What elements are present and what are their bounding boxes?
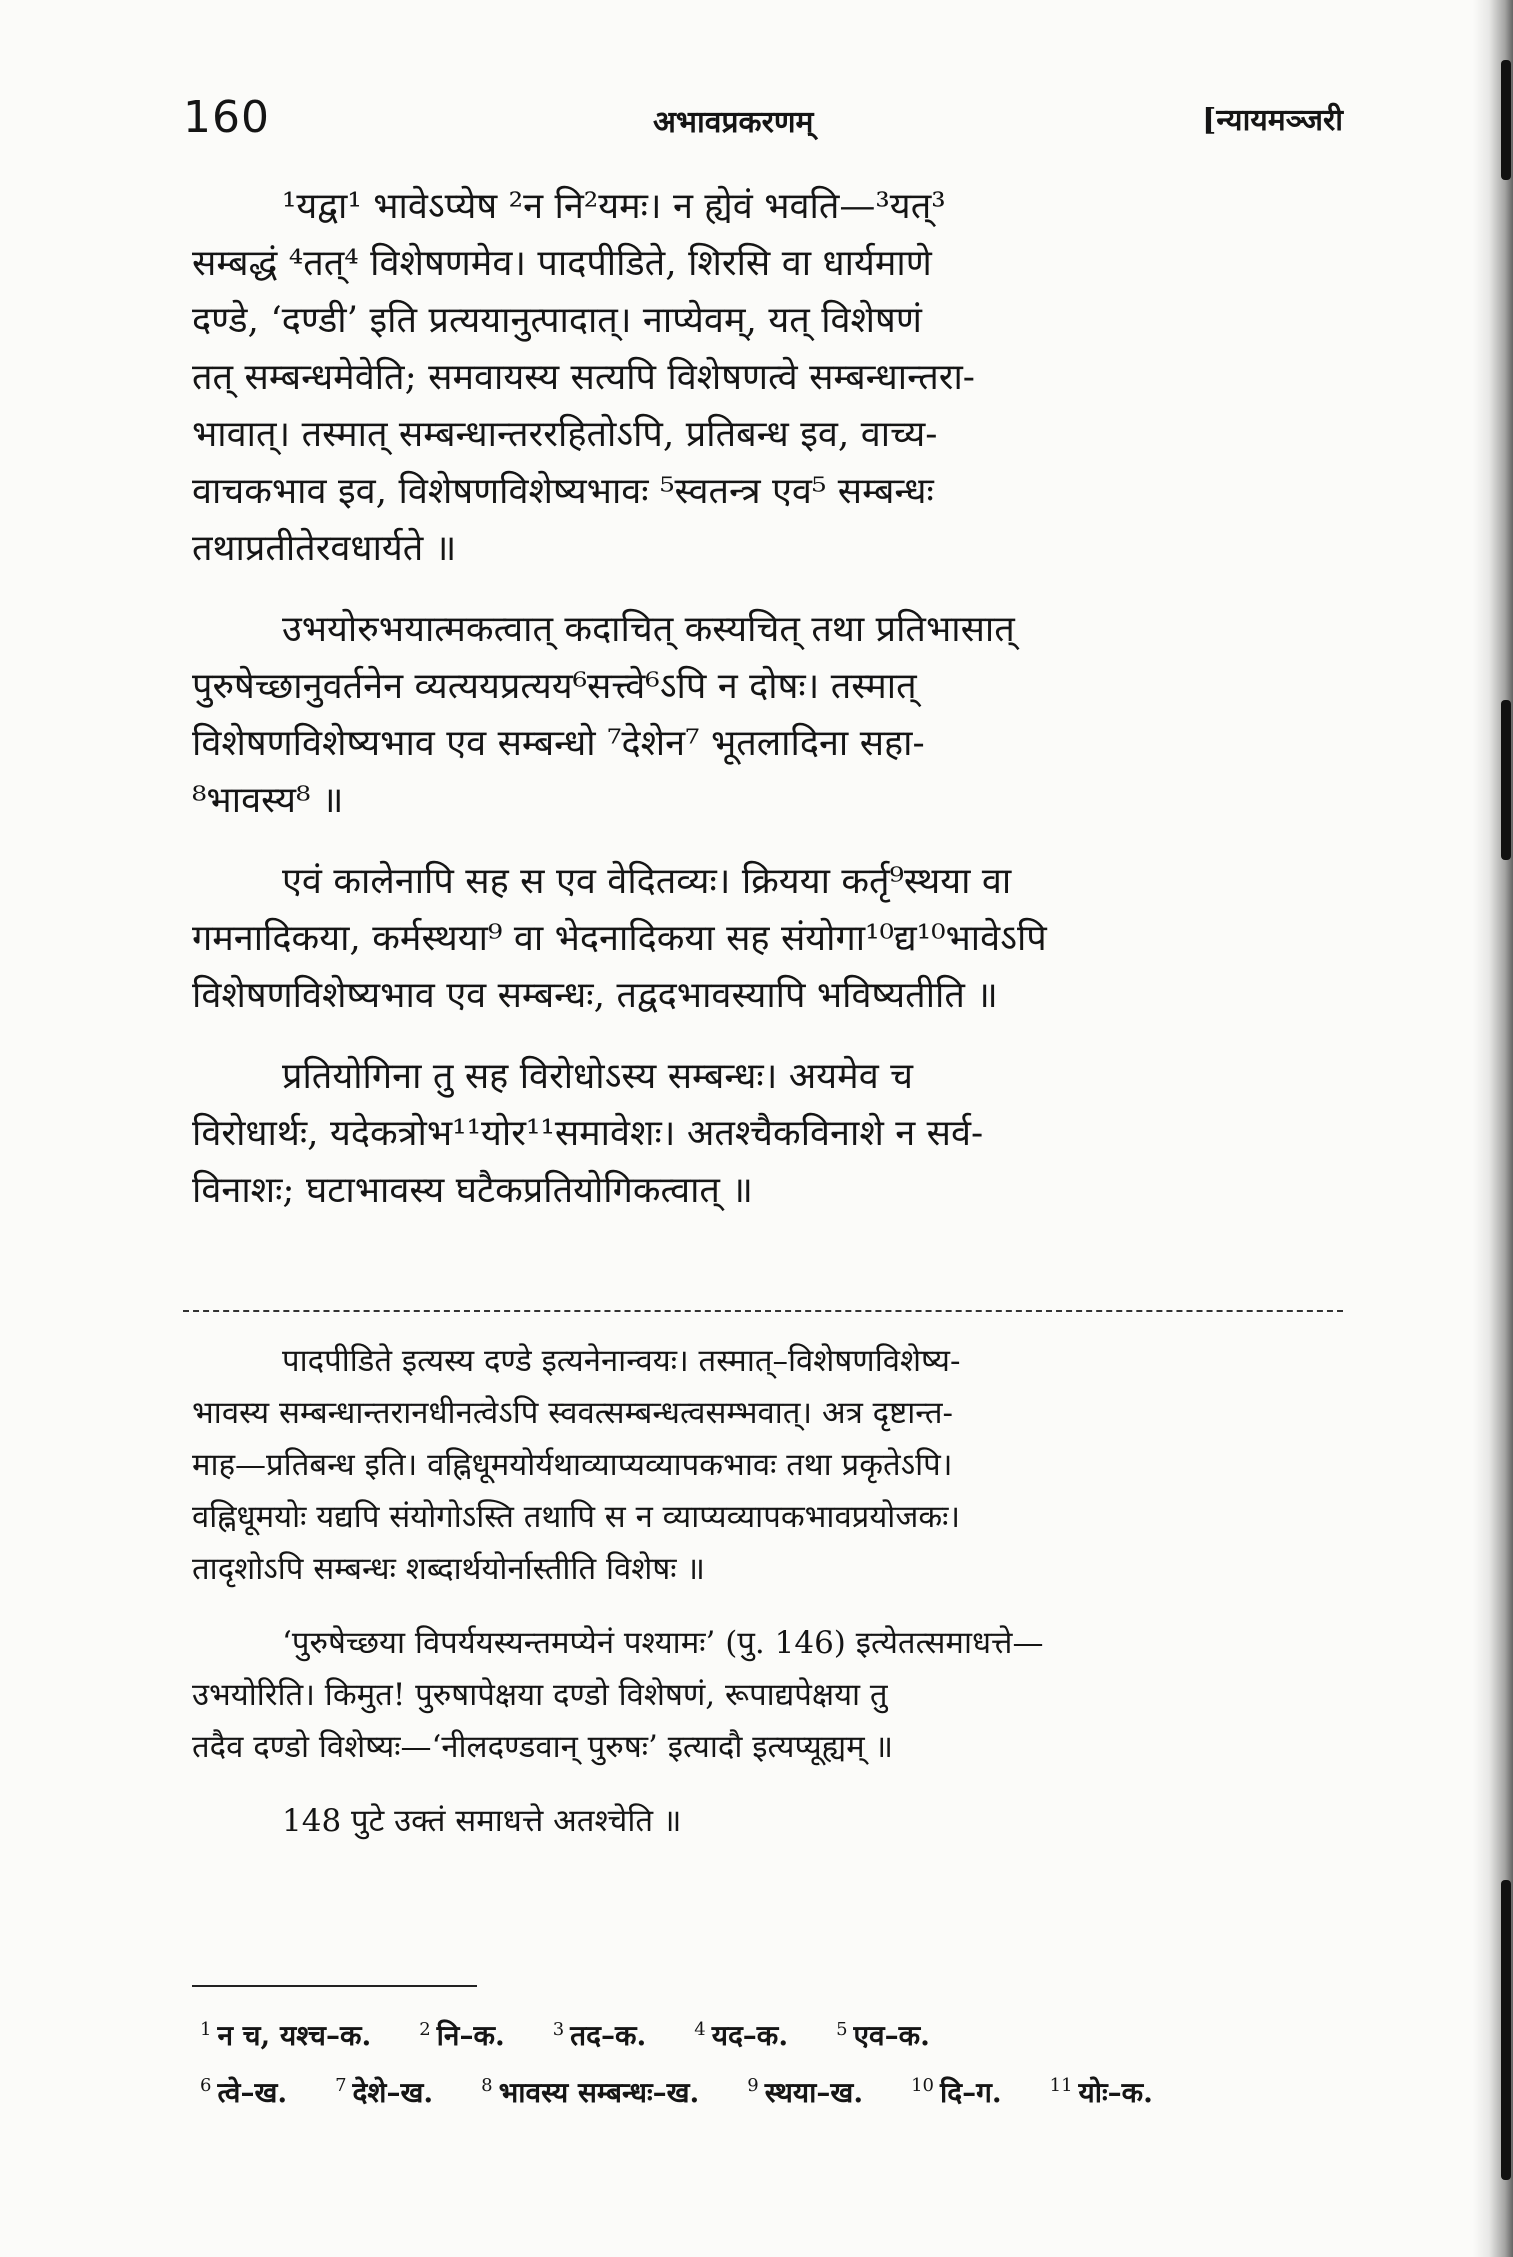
- footnote-number: 3: [552, 2019, 565, 2040]
- text-line: ⁸भावस्य⁸ ॥: [192, 780, 344, 821]
- text-line: विशेषणविशेष्यभाव एव सम्बन्धो ⁷देशेन⁷ भूतलादिना सहा-: [192, 723, 925, 764]
- text-line: ¹यद्वा¹ भावेऽप्येष ²न नि²यमः। न ह्येवं भवति—³यत्³: [282, 186, 946, 227]
- footnote-number: 11: [1049, 2075, 1073, 2097]
- binding-mark: [1501, 60, 1511, 180]
- footnote: [836, 2019, 930, 2052]
- page-header: [183, 92, 1343, 152]
- text-line: एवं कालेनापि सह स एव वेदितव्यः। क्रियया कर्तृ⁹स्थया वा: [282, 861, 1012, 902]
- footnote-text: दि–ग.: [939, 2075, 1002, 2109]
- footnote-number: 8: [481, 2075, 493, 2097]
- footnote-text: योः–क.: [1078, 2075, 1153, 2109]
- text-line: तथाप्रतीतेरवधार्यते ॥: [192, 528, 457, 569]
- text-line: वह्निधूमयोः यद्यपि संयोगोऽस्ति तथापि स न व्याप्यव्यापकभावप्रयोजकः।: [192, 1499, 961, 1535]
- text-paragraph: [192, 601, 1342, 829]
- footnote-text: तद–क.: [570, 2019, 647, 2053]
- binding-shadow: [1473, 0, 1513, 2257]
- text-line: गमनादिकया, कर्मस्थया⁹ वा भेदनादिकया सह संयोगा¹⁰द्य¹⁰भावेऽपि: [192, 918, 1047, 959]
- commentary-paragraph: [192, 1795, 1342, 1847]
- running-title: अभावप्रकरणम्: [653, 105, 814, 140]
- footnote-number: 7: [335, 2075, 347, 2097]
- text-line: तदैव दण्डो विशेष्यः—‘नीलदण्डवान् पुरुषः’ इत्यादौ इत्यप्यूह्यम् ॥: [192, 1729, 894, 1765]
- commentary-paragraph: [192, 1617, 1342, 1773]
- footnote-line: [200, 2005, 1340, 2061]
- footnote-text: नि–क.: [436, 2019, 505, 2053]
- text-line: भावस्य सम्बन्धान्तरानधीनत्वेऽपि स्ववत्सम्बन्धत्वसम्भवात्। अत्र दृष्टान्त-: [192, 1395, 953, 1431]
- text-line: सम्बद्धं ⁴तत्⁴ विशेषणमेव। पादपीडिते, शिरसि वा धार्यमाणे: [192, 243, 932, 284]
- text-line: भावात्। तस्मात् सम्बन्धान्तररहितोऽपि, प्रतिबन्ध इव, वाच्य-: [192, 414, 938, 455]
- text-line: विशेषणविशेष्यभाव एव सम्बन्धः, तद्वदभावस्यापि भविष्यतीति ॥: [192, 975, 998, 1016]
- footnote-number: 5: [836, 2019, 848, 2040]
- footnote-number: 10: [911, 2075, 934, 2097]
- footnote: [911, 2076, 1002, 2109]
- text-paragraph: [192, 178, 1342, 577]
- footnote: [200, 2019, 371, 2052]
- page-number: 160: [183, 92, 270, 143]
- text-line: वाचकभाव इव, विशेषणविशेष्यभावः ⁵स्वतन्त्र एव⁵ सम्बन्धः: [192, 471, 934, 512]
- text-line: तादृशोऽपि सम्बन्धः शब्दार्थयोर्नास्तीति विशेषः ॥: [192, 1551, 705, 1587]
- commentary: [192, 1335, 1342, 1869]
- text-line: पादपीडिते इत्यस्य दण्डे इत्यनेनान्वयः। तस्मात्–विशेषणविशेष्य-: [282, 1343, 961, 1379]
- footnote-number: 4: [694, 2019, 706, 2040]
- text-line: विनाशः; घटाभावस्य घटैकप्रतियोगिकत्वात् ॥: [192, 1170, 753, 1211]
- text-line: 148 पुटे उक्तं समाधत्ते अतश्चेति ॥: [282, 1803, 682, 1839]
- text-line: तत् सम्बन्धमेवेति; समवायस्य सत्यपि विशेषणत्वे सम्बन्धान्तरा-: [192, 357, 975, 398]
- footnotes: [200, 2005, 1340, 2118]
- footnote-number: 1: [200, 2019, 212, 2040]
- footnote-rule: [192, 1985, 477, 1987]
- footnote-text: भावस्य सम्बन्धः–ख.: [498, 2075, 700, 2109]
- main-text: [192, 178, 1342, 1243]
- text-line: माह—प्रतिबन्ध इति। वह्निधूमयोर्यथाव्याप्यव्यापकभावः तथा प्रकृतेऽपि।: [192, 1447, 953, 1483]
- footnote: [694, 2019, 788, 2052]
- footnote: [335, 2076, 433, 2109]
- text-line: प्रतियोगिना तु सह विरोधोऽस्य सम्बन्धः। अयमेव च: [282, 1056, 914, 1097]
- footnote-line: [200, 2061, 1340, 2117]
- text-line: दण्डे, ‘दण्डी’ इति प्रत्ययानुत्पादात्। नाप्येवम्, यत् विशेषणं: [192, 300, 922, 341]
- footnote: [200, 2076, 287, 2109]
- footnote: [553, 2019, 647, 2052]
- text-line: ‘पुरुषेच्छया विपर्ययस्यन्तमप्येनं पश्यामः’ (पु. 146) इत्येतत्समाधत्ते—: [282, 1625, 1044, 1661]
- footnote-text: देशे–ख.: [352, 2075, 434, 2109]
- footnote-text: स्थया–ख.: [764, 2075, 864, 2109]
- footnote-number: 2: [419, 2019, 431, 2040]
- text-line: उभयोरिति। किमुत! पुरुषापेक्षया दण्डो विशेषणं, रूपाद्यपेक्षया तु: [192, 1677, 888, 1713]
- section-divider: [183, 1310, 1343, 1312]
- binding-mark: [1501, 700, 1511, 860]
- footnote: [481, 2076, 699, 2109]
- text-paragraph: [192, 853, 1342, 1024]
- footnote-text: न च, यश्च–क.: [217, 2019, 372, 2053]
- footnote: [1050, 2076, 1153, 2109]
- text-line: उभयोरुभयात्मकत्वात् कदाचित् कस्यचित् तथा प्रतिभासात्: [282, 609, 1015, 650]
- book-title: [न्यायमञ्जरी: [1202, 103, 1343, 138]
- text-line: पुरुषेच्छानुवर्तनेन व्यत्ययप्रत्यय⁶सत्त्वे⁶ऽपि न दोषः। तस्मात्: [192, 666, 917, 707]
- footnote-number: 9: [747, 2075, 759, 2097]
- text-line: विरोधार्थः, यदेकत्रोभ¹¹योर¹¹समावेशः। अतश्चैकविनाशे न सर्व-: [192, 1113, 984, 1154]
- footnote-text: एव–क.: [853, 2019, 930, 2053]
- binding-mark: [1501, 1880, 1511, 2180]
- footnote: [419, 2019, 505, 2052]
- commentary-paragraph: [192, 1335, 1342, 1595]
- footnote-number: 6: [200, 2075, 212, 2097]
- text-paragraph: [192, 1048, 1342, 1219]
- footnote: [747, 2076, 863, 2109]
- footnote-text: त्वे–ख.: [217, 2075, 288, 2109]
- footnote-text: यद–क.: [711, 2019, 789, 2053]
